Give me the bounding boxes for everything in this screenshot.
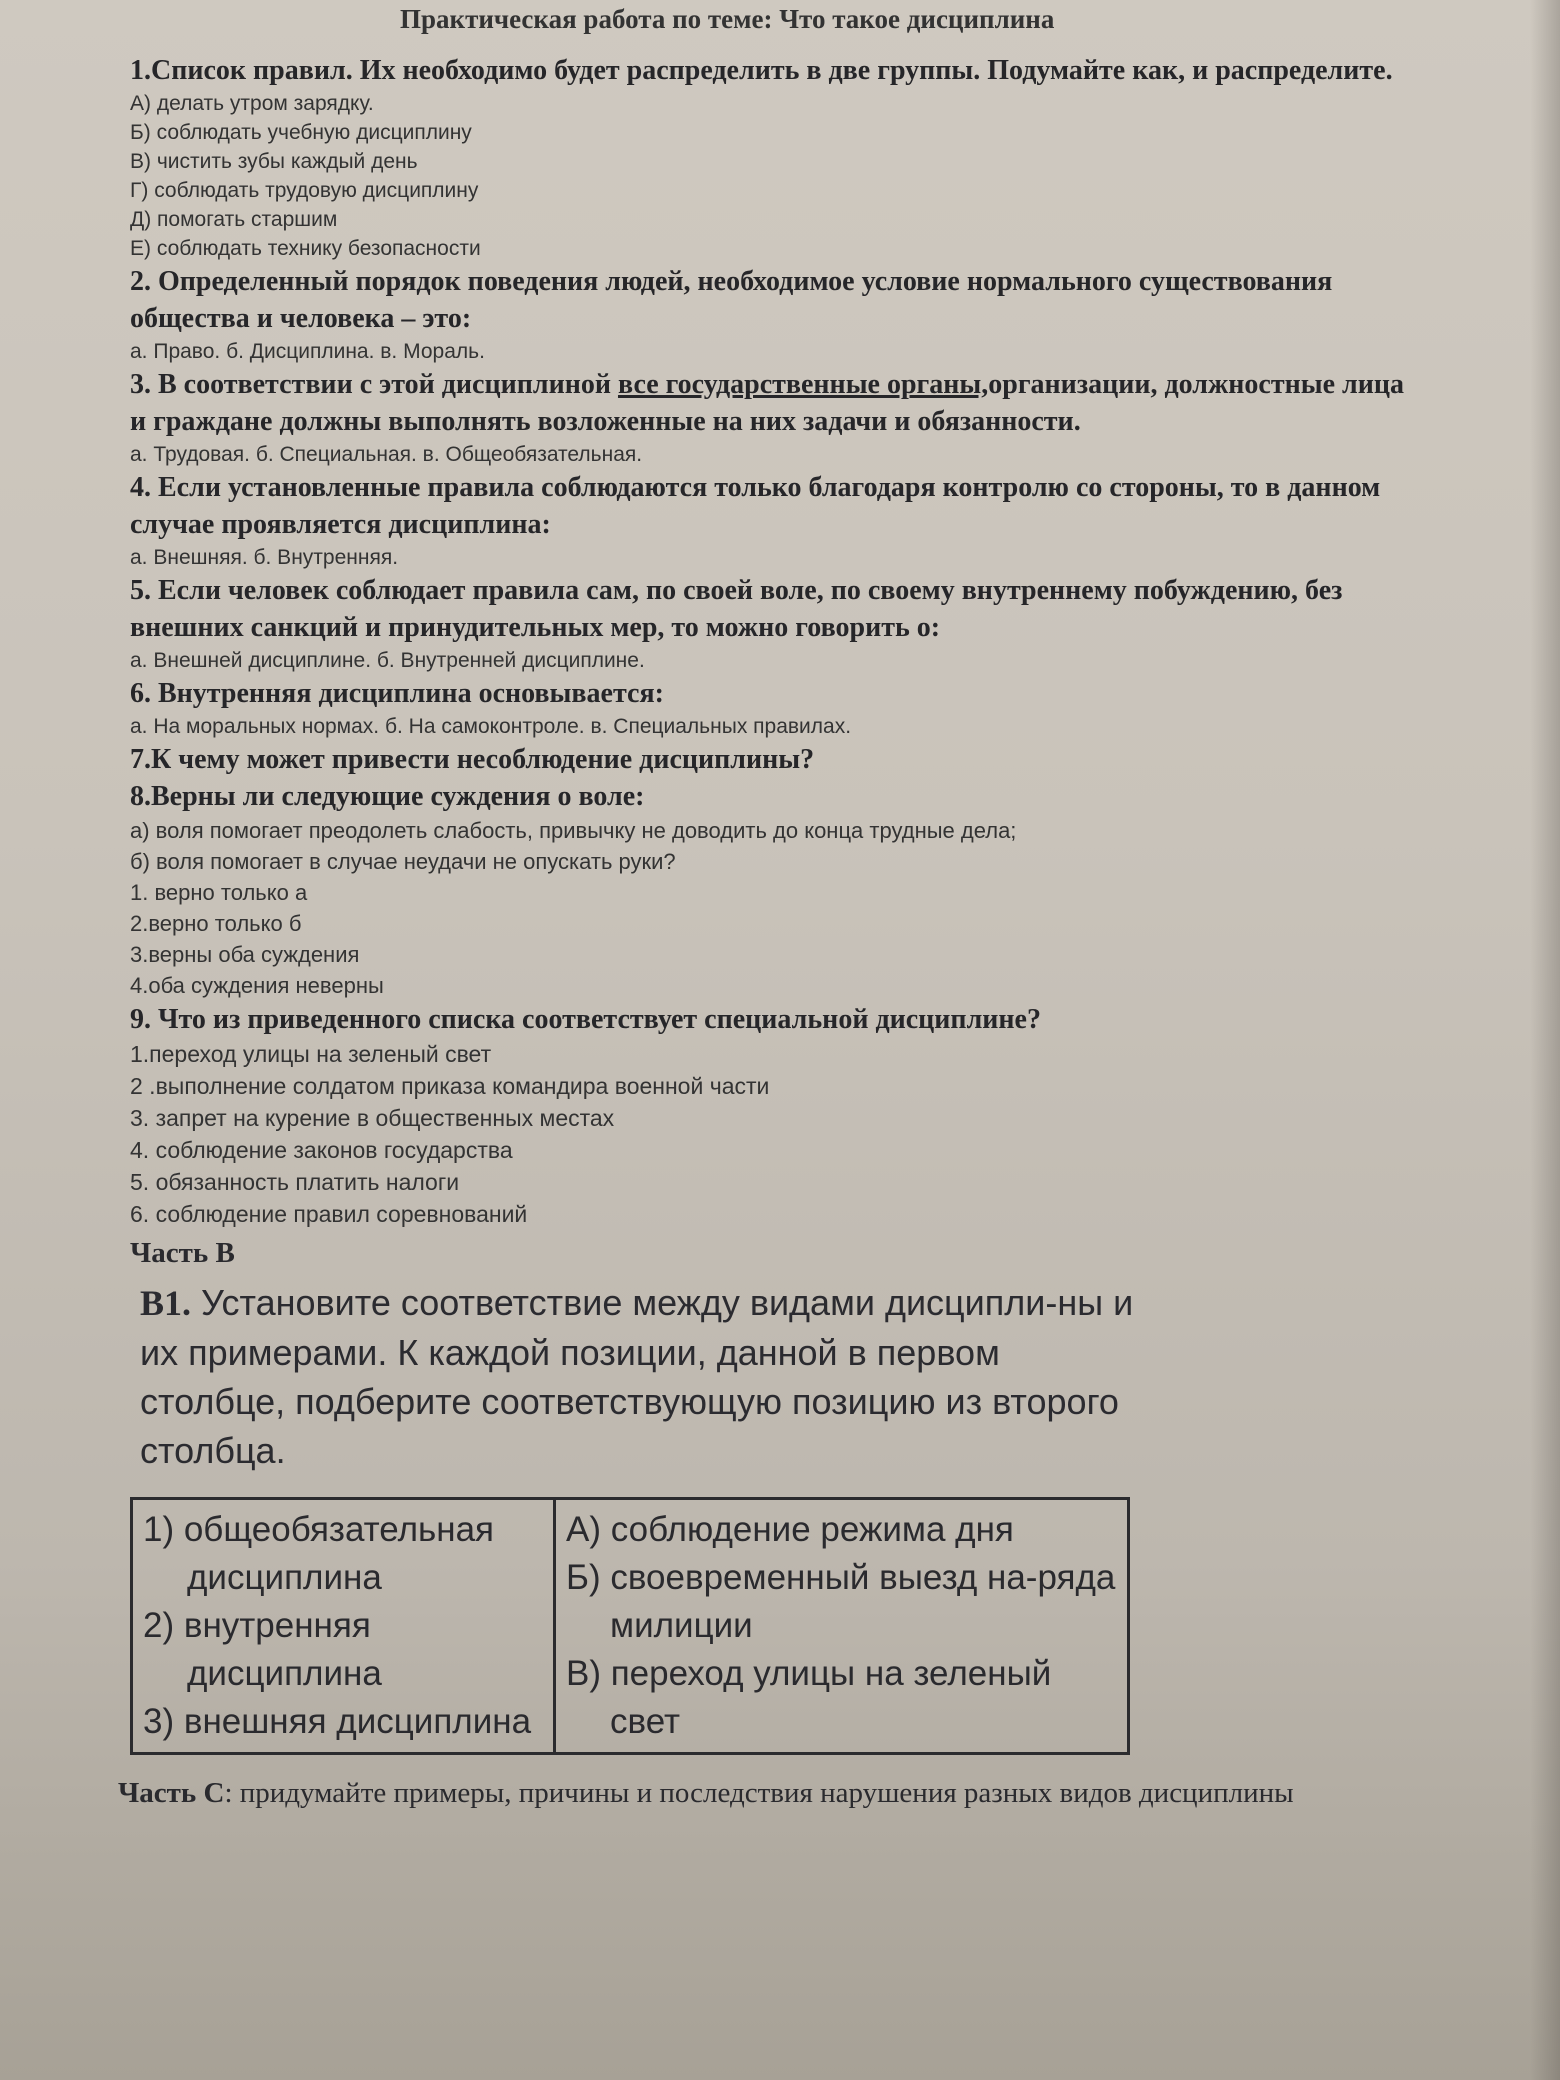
discipline-type: 2) внутренняя дисциплина: [143, 1606, 382, 1693]
question-2-answers: а. Право. б. Дисциплина. в. Мораль.: [130, 340, 485, 363]
discipline-example: В) переход улицы на зеленый свет: [566, 1654, 1052, 1741]
task-b1-text: Установите соответствие между видами дисципли-ны и их примерами. К каждой позиции, данной в первом столбце, подберите соответствующую позицию из второго столбца.: [140, 1282, 1134, 1471]
question-4-answers: а. Внешняя. б. Внутренняя.: [130, 546, 399, 569]
page-title: Практическая работа по теме: Что такое дисциплина: [400, 4, 1055, 34]
q8-statement: б) воля помогает в случае неудачи не опускать руки?: [130, 849, 676, 874]
q9-option: 4. соблюдение законов государства: [130, 1137, 513, 1163]
task-b1: [140, 1278, 1150, 1475]
question-2: 2. Определенный порядок поведения людей, необходимое условие нормального существования общества и человека – это:: [130, 266, 1333, 334]
q8-option: 1. верно только а: [130, 880, 308, 905]
discipline-example: Б) своевременный выезд на-ряда милиции: [566, 1558, 1116, 1645]
q9-option: 1.переход улицы на зеленый свет: [130, 1041, 492, 1067]
question-9: 9. Что из приведенного списка соответствует специальной дисциплине?: [130, 1004, 1041, 1035]
matching-left-column: [132, 1499, 555, 1754]
q9-option: 2 .выполнение солдатом приказа командира военной части: [130, 1073, 770, 1099]
question-5: 5. Если человек соблюдает правила сам, по своей воле, по своему внутреннему побуждению, без внешних санкций и принудительных мер, то можно говорить о:: [130, 575, 1343, 643]
worksheet-body: [118, 52, 1420, 1813]
q1-option: Е) соблюдать технику безопасности: [130, 237, 481, 260]
q1-option: В) чистить зубы каждый день: [130, 150, 418, 173]
q3-text-start: 3. В соответствии с этой дисциплиной: [130, 369, 618, 400]
question-3-answers: а. Трудовая. б. Специальная. в. Общеобязательная.: [130, 443, 643, 466]
question-1: 1.Список правил. Их необходимо будет распределить в две группы. Подумайте как, и распределите.: [130, 55, 1393, 86]
q3-text-end: организации, должностные лица и граждане должны выполнять возложенные на них задачи и обязанности.: [130, 369, 1404, 437]
q8-option: 4.оба суждения неверны: [130, 973, 384, 998]
question-8: 8.Верны ли следующие суждения о воле:: [130, 781, 645, 812]
task-b1-label: В1.: [140, 1283, 192, 1323]
paper-shadow: [1530, 0, 1560, 2080]
part-b-heading: Часть В: [130, 1237, 235, 1269]
part-c-label: Часть С: [118, 1777, 225, 1809]
matching-table: [130, 1497, 1130, 1755]
q3-underlined-phrase: все государственные органы,: [617, 369, 989, 400]
question-3: [130, 366, 1420, 440]
question-1-options: [130, 89, 1420, 263]
q1-option: Б) соблюдать учебную дисциплину: [130, 121, 472, 144]
discipline-type: 3) внешняя дисциплина: [143, 1702, 532, 1741]
matching-right-column: [555, 1499, 1129, 1754]
q1-option: Д) помогать старшим: [130, 208, 338, 231]
q1-option: А) делать утром зарядку.: [130, 92, 374, 115]
discipline-example: А) соблюдение режима дня: [566, 1510, 1014, 1549]
q9-option: 3. запрет на курение в общественных местах: [130, 1105, 615, 1131]
question-7: 7.К чему может привести несоблюдение дисциплины?: [130, 744, 815, 775]
q1-option: Г) соблюдать трудовую дисциплину: [130, 179, 479, 202]
q8-option: 2.верно только б: [130, 911, 302, 936]
question-6: 6. Внутренняя дисциплина основывается:: [130, 678, 664, 709]
part-c: [118, 1773, 1420, 1813]
q8-statement: а) воля помогает преодолеть слабость, привычку не доводить до конца трудные дела;: [130, 818, 1017, 843]
q9-option: 6. соблюдение правил соревнований: [130, 1201, 528, 1227]
question-5-answers: а. Внешней дисциплине. б. Внутренней дисциплине.: [130, 649, 645, 672]
part-c-text: : придумайте примеры, причины и последствия нарушения разных видов дисциплины: [224, 1777, 1294, 1809]
discipline-type: 1) общеобязательная дисциплина: [143, 1510, 495, 1597]
question-6-answers: а. На моральных нормах. б. На самоконтроле. в. Специальных правилах.: [130, 715, 852, 738]
q8-option: 3.верны оба суждения: [130, 942, 360, 967]
question-4: 4. Если установленные правила соблюдаются только благодаря контролю со стороны, то в данном случае проявляется дисциплина:: [130, 472, 1381, 540]
q9-option: 5. обязанность платить налоги: [130, 1169, 460, 1195]
